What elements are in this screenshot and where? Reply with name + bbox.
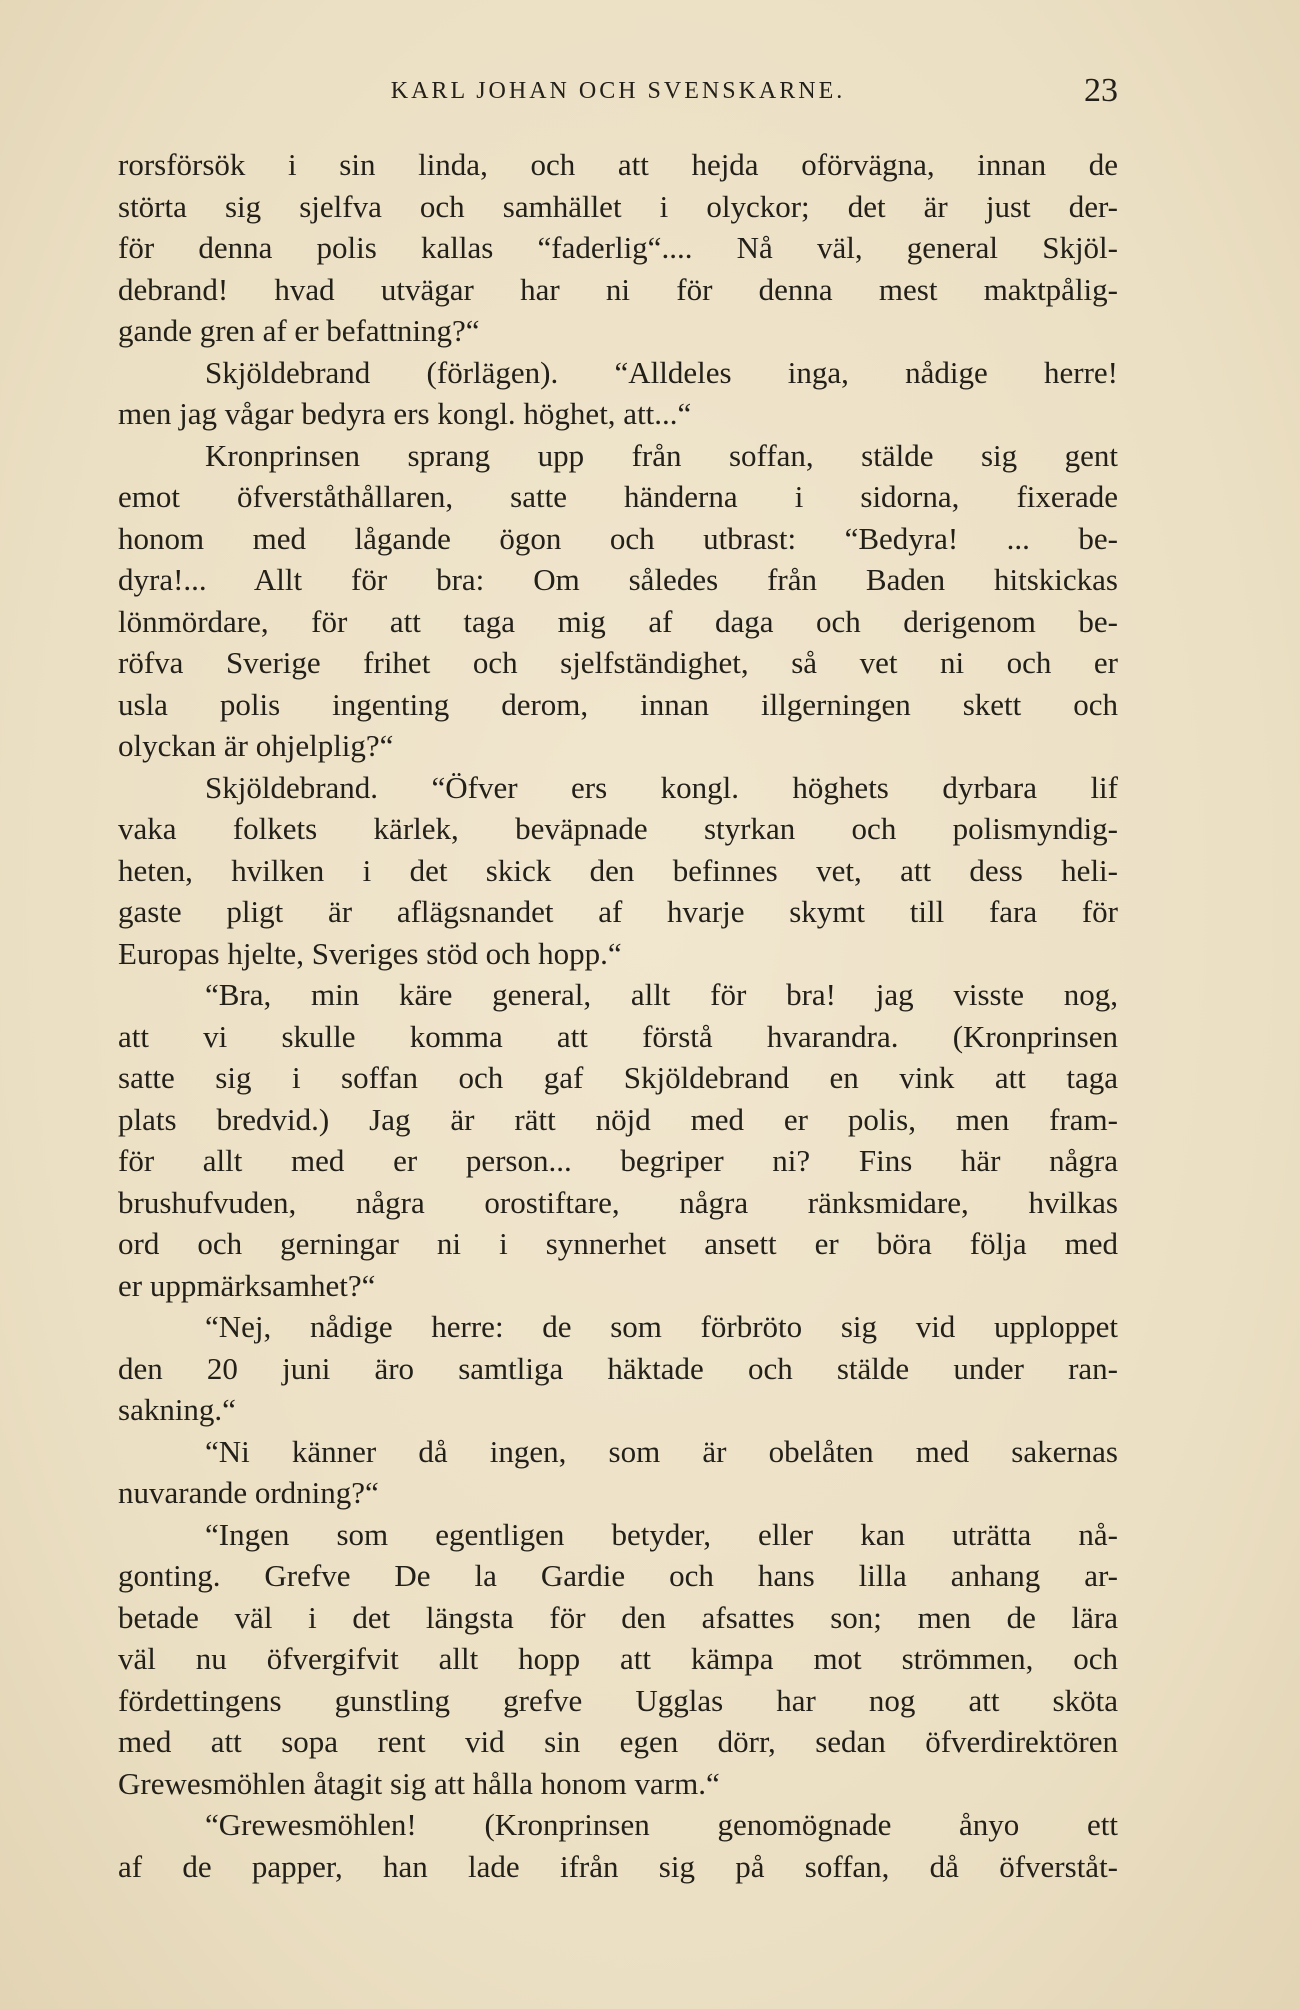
- text-line: “Bra, min käre general, allt för bra! jag visste nog,: [205, 977, 1118, 1012]
- text-line: med att sopa rent vid sin egen dörr, sedan öfverdirektören: [118, 1724, 1118, 1759]
- text-line: debrand! hvad utvägar har ni för denna mest maktpålig-: [118, 271, 1118, 307]
- text-line: dyra!... Allt för bra: Om således från Baden hitskickas: [118, 562, 1118, 597]
- text-line: störta sig sjelfva och samhället i olyckor; det är just der-: [118, 188, 1118, 224]
- text-line: rorsförsök i sin linda, och att hejda oförvägna, innan de: [118, 147, 1118, 182]
- text-line: “Ni känner då ingen, som är obelåten med sakernas: [205, 1433, 1118, 1469]
- text-line: röfva Sverige frihet och sjelfständighet, så vet ni och er: [118, 645, 1118, 680]
- text-line: “Ingen som egentligen betyder, eller kan uträtta nå-: [205, 1516, 1118, 1552]
- running-title: KARL JOHAN OCH SVENSKARNE.: [390, 78, 846, 104]
- text-line: betade väl i det längsta för den afsattes son; men de lära: [118, 1599, 1118, 1635]
- text-line: honom med lågande ögon och utbrast: “Bedyra! ... be-: [118, 520, 1118, 556]
- text-line: fördettingens gunstling grefve Ugglas har nog att sköta: [118, 1682, 1118, 1718]
- text-line: väl nu öfvergifvit allt hopp att kämpa mot strömmen, och: [118, 1641, 1118, 1676]
- text-line: Skjöldebrand. “Öfver ers kongl. höghets dyrbara lif: [205, 769, 1118, 805]
- text-line: sakning.“: [118, 1392, 236, 1427]
- text-line: vaka folkets kärlek, beväpnade styrkan och polismyndig-: [118, 811, 1118, 846]
- text-line: satte sig i soffan och gaf Skjöldebrand en vink att taga: [118, 1060, 1118, 1095]
- text-line: men jag vågar bedyra ers kongl. höghet, att...“: [118, 396, 692, 431]
- text-line: lönmördare, för att taga mig af daga och derigenom be-: [118, 603, 1118, 639]
- text-line: gonting. Grefve De la Gardie och hans lilla anhang ar-: [118, 1558, 1118, 1593]
- text-line: gaste pligt är aflägsnandet af hvarje skymt till fara för: [118, 894, 1118, 929]
- text-line: olyckan är ohjelplig?“: [118, 728, 394, 763]
- text-line: usla polis ingenting derom, innan illgerningen skett och: [118, 686, 1118, 722]
- text-line: “Grewesmöhlen! (Kronprinsen genomögnade ånyo ett: [205, 1807, 1118, 1842]
- text-line: plats bredvid.) Jag är rätt nöjd med er polis, men fram-: [118, 1101, 1118, 1137]
- text-line: brushufvuden, några orostiftare, några ränksmidare, hvilkas: [118, 1184, 1118, 1220]
- text-line: heten, hvilken i det skick den befinnes vet, att dess heli-: [118, 852, 1118, 888]
- body-text: [118, 144, 1118, 1887]
- text-line: att vi skulle komma att förstå hvarandra. (Kronprinsen: [118, 1018, 1118, 1054]
- text-line: den 20 juni äro samtliga häktade och stälde under ran-: [118, 1350, 1118, 1386]
- text-line: för allt med er person... begriper ni? Fins här några: [118, 1143, 1118, 1178]
- text-line: emot öfverståthållaren, satte händerna i sidorna, fixerade: [118, 479, 1118, 514]
- text-line: “Nej, nådige herre: de som förbröto sig vid upploppet: [205, 1309, 1118, 1344]
- text-line: er uppmärksamhet?“: [118, 1267, 376, 1303]
- text-line: Kronprinsen sprang upp från soffan, stälde sig gent: [205, 437, 1118, 473]
- page-header: [118, 72, 1118, 118]
- text-line: Grewesmöhlen åtagit sig att hålla honom varm.“: [118, 1765, 720, 1801]
- text-line: Europas hjelte, Sveriges stöd och hopp.“: [118, 935, 622, 971]
- text-line: gande gren af er befattning?“: [118, 313, 480, 348]
- page-number: 23: [1084, 72, 1118, 109]
- text-line: nuvarande ordning?“: [118, 1475, 379, 1510]
- text-line: ord och gerningar ni i synnerhet ansett er böra följa med: [118, 1226, 1118, 1261]
- text-line: af de papper, han lade ifrån sig på soffan, då öfverståt-: [118, 1848, 1118, 1884]
- text-line: Skjöldebrand (förlägen). “Alldeles inga, nådige herre!: [205, 354, 1118, 390]
- text-line: för denna polis kallas “faderlig“.... Nå väl, general Skjöl-: [118, 230, 1118, 265]
